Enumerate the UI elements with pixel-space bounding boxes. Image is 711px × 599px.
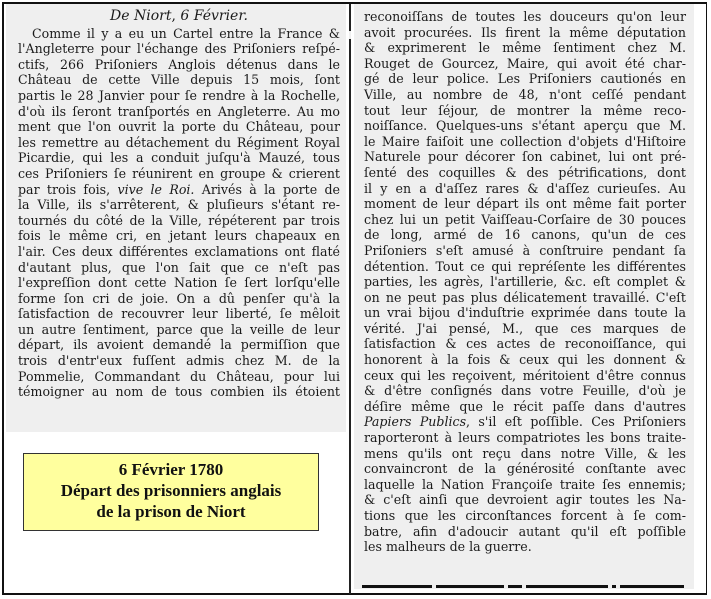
- column-divider: [349, 4, 351, 594]
- text-line: l'expreſſion dont cette Nation ſe ſert lorſqu'elle: [18, 275, 340, 291]
- dateline-date: 6 Février.: [180, 8, 248, 24]
- column-divider-gap: [349, 31, 351, 39]
- text-line: raporteront à leurs compatriotes les bons traite-: [364, 430, 686, 446]
- text-line: départ, ils avoient demandé la permiſſion que: [18, 337, 340, 353]
- caption-subtitle: de la prison de Niort: [96, 502, 246, 521]
- text-line: témoigner au nom de tous combien ils étoient: [18, 384, 340, 400]
- text-line: de long, armé de 16 canons, qu'un de ces: [364, 227, 686, 243]
- text-line: mens qu'ils ont reçu dans notre Ville, & les: [364, 445, 686, 461]
- text-line: ces Priſoniers ſe réunirent en groupe & crierent: [18, 165, 340, 181]
- text-line: ceux qui les reçoivent, méritoient d'être connus: [364, 367, 686, 383]
- caption-date: 6 Février 1780: [118, 460, 224, 479]
- text-line: fois le même cri, en jetant leurs chapeaux en: [18, 228, 340, 244]
- text-line: il y en a d'aſſez rares & d'aſſez curieuſes. Au: [364, 180, 686, 196]
- text-line-with-italic: par trois fois, vive le Roi. Arivés à la porte de: [18, 181, 340, 197]
- text-line: noiſſance. Quelques-uns s'étant aperçu que M.: [364, 118, 686, 134]
- italic-phrase: vive le Roi.: [117, 181, 195, 197]
- text-line: l'air. Ces deux différentes exclamations ont flaté: [18, 243, 340, 259]
- text-line: Naturele pour décorer ſon cabinet, lui ont pré-: [364, 149, 686, 165]
- page-frame: [2, 2, 707, 595]
- text-line: ctifs, 266 Priſoniers Anglois détenus dans le: [18, 56, 340, 72]
- text-line: d'où ils ſeront tranſportés en Angleterre. Au mo: [18, 103, 340, 119]
- caption-title: Départ des prisonniers anglais: [60, 481, 282, 500]
- text-line: Priſoniers s'eſt amusé à conſtruire pendant ſa: [364, 242, 686, 258]
- text-line: l'Angleterre pour l'échange des Priſoniers reſpé-: [18, 41, 340, 57]
- text-line: forme ſon cri de joie. On a dû penſer qu'à la: [18, 290, 340, 306]
- text-line: tournés du côté de la Ville, répéterent par trois: [18, 212, 340, 228]
- text-line: un vrai bijou d'induſtrie exprimée dans toute la: [364, 305, 686, 321]
- text-line: tions que les circonſtances forcent à ſe com-: [364, 508, 686, 523]
- text-line: Ville, au nombre de 48, n'ont ceſſé pendant: [364, 86, 686, 102]
- end-of-article-rule: [362, 585, 684, 588]
- text-line: ſatisfaction de recouvrer leur liberté, ſe mêloit: [18, 306, 340, 322]
- text-line: & d'être conſignés dans votre Feuille, d'où je: [364, 383, 686, 399]
- text-line: ſatisfaction & ces actes de reconoiſſance, qui: [364, 336, 686, 352]
- text-line: les remettre au détachement du Régiment Royal: [18, 134, 340, 150]
- dateline-place: De Niort: [110, 8, 172, 24]
- text-line: chez lui un petit Vaiſſeau-Corſaire de 30 pouces: [364, 211, 686, 227]
- caption-box: [23, 453, 319, 531]
- text-line: vérité. J'ai pensé, M., que ces marques de: [364, 320, 686, 336]
- text-line: moment de leur départ ils ont même fait porter: [364, 196, 686, 212]
- text-line: ment que l'on ouvrit la porte du Château, pour: [18, 119, 340, 135]
- text-line: la Ville, ils s'arrêterent, & pluſieurs s'étant re-: [18, 197, 340, 213]
- text-line: Pommelie, Commandant du Château, pour lui: [18, 368, 340, 384]
- text-line: convaincront de la générosité conſtante avec: [364, 461, 686, 477]
- italic-phrase: Papiers Publics: [364, 414, 467, 430]
- text-line: le Maire faiſoit une collection d'objets d'Hiſtoire: [364, 133, 686, 149]
- text-line: reconoiſſans de toutes les douceurs qu'on leur: [364, 9, 686, 24]
- text-line: Château de cette Ville depuis 15 mois, ſont: [18, 72, 340, 88]
- text-line: honorent à la fois & ceux qui les donnent &: [364, 352, 686, 368]
- text-line: & c'eſt ainſi que devroient agir toutes les Na-: [364, 492, 686, 508]
- text-line: avoit procurées. Ils firent la même députation: [364, 24, 686, 40]
- text-line: partis le 28 Janvier pour ſe rendre à la Rochelle,: [18, 87, 340, 103]
- text-line: batre, afin d'adoucir autant qu'il eſt poſſible: [364, 523, 686, 539]
- text-line: ſenté des coquilles & des pétrifications, dont: [364, 164, 686, 180]
- text-line: un autre ſentiment, parce que la veille de leur: [18, 321, 340, 337]
- text-line: détention. Tout ce qui repréſente les différentes: [364, 258, 686, 274]
- text-line: on ne peut pas plus délicatement travaillé. C'eſt: [364, 289, 686, 305]
- right-text-column: [354, 4, 694, 589]
- text-line: Picardie, qui les a conduit juſqu'à Mauzé, tous: [18, 150, 340, 166]
- text-line: déſire même que le récit paſſe dans d'autres: [364, 398, 686, 414]
- text-line: tout leur ſéjour, de montrer la même reco-: [364, 102, 686, 118]
- dateline: De Niort, 6 Février.: [110, 8, 248, 24]
- text-line: les malheurs de la guerre.: [364, 539, 532, 555]
- text-line: d'autant plus, que l'on ſait que ce n'eſt pas: [18, 259, 340, 275]
- text-line: Comme il y a eu un Cartel entre la France &: [32, 25, 340, 41]
- text-line: parties, les agrès, l'artillerie, &c. eſt complet &: [364, 274, 686, 290]
- text-line: & exprimerent le même ſentiment chez M.: [364, 40, 686, 56]
- text-line: gé de leur police. Les Priſoniers cautionés en: [364, 71, 686, 87]
- text-line: laquelle la Nation Françoiſe traite ſes ennemis;: [364, 476, 686, 492]
- text-line: Rouget de Gourcez, Maire, qui avoit été char-: [364, 55, 686, 71]
- text-line-with-italic: Papiers Publics, s'il eſt poſſible. Ces Priſoniers: [364, 414, 687, 430]
- text-line: trois d'entr'eux fuſſent admis chez M. de la: [18, 353, 340, 369]
- left-text-column: [6, 4, 346, 432]
